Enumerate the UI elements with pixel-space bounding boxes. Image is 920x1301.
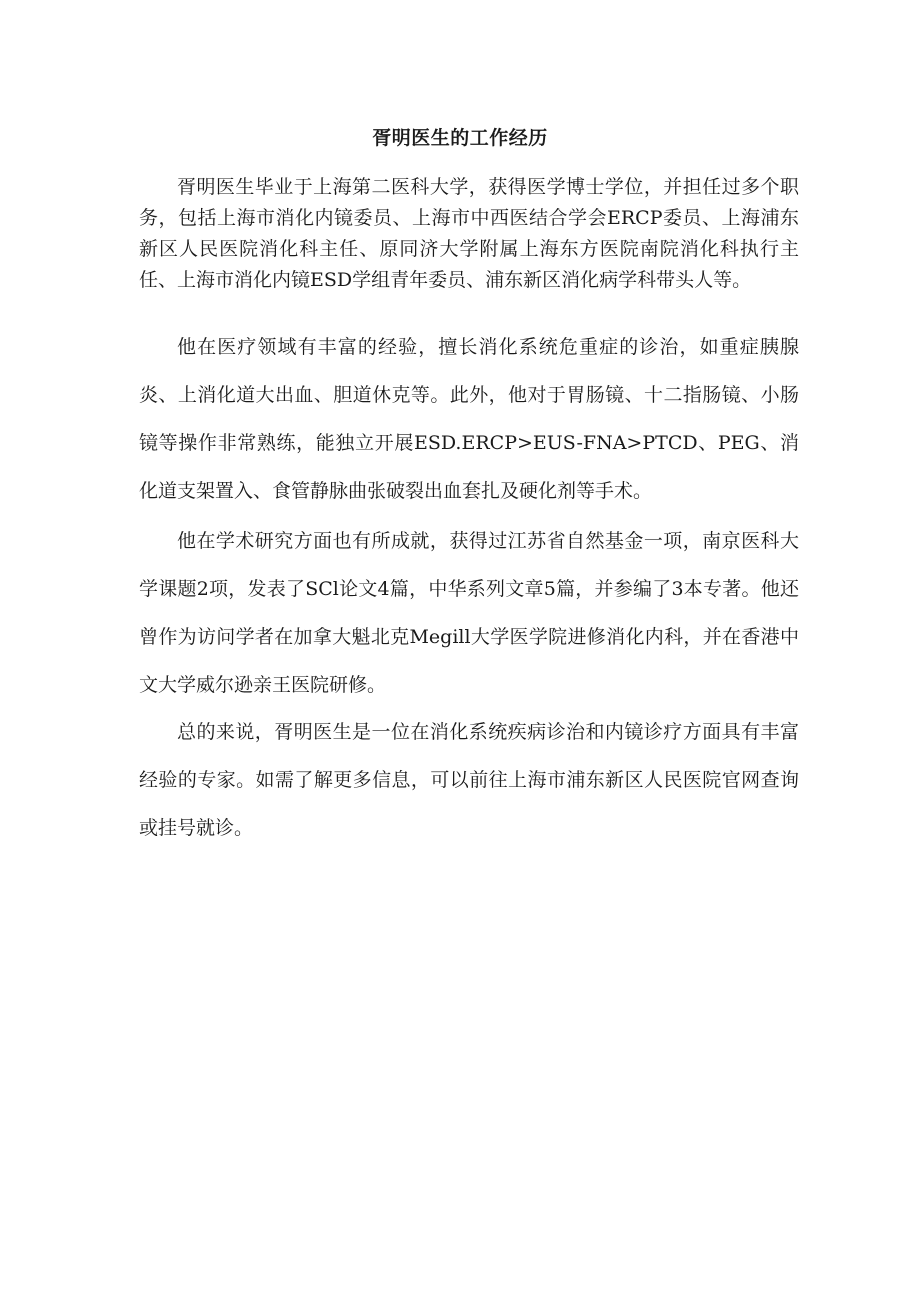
paragraph-clinical-experience: 他在医疗领域有丰富的经验，擅长消化系统危重症的诊治，如重症胰腺炎、上消化道大出血、胆道休克等。此外，他对于胃肠镜、十二指肠镜、小肠镜等操作非常熟练，能独立开展ESD.ERCP>EUS-FNA>PTCD、PEG、消化道支架置入、食管静脉曲张破裂出血套扎及硬化剂等手术。: [139, 336, 799, 502]
paragraph-summary: 总的来说，胥明医生是一位在消化系统疾病诊治和内镜诊疗方面具有丰富经验的专家。如需了解更多信息，可以前往上海市浦东新区人民医院官网查询或挂号就诊。: [139, 721, 799, 839]
paragraph-academic-research: 他在学术研究方面也有所成就，获得过江苏省自然基金一项，南京医科大学课题2项，发表了SCl论文4篇，中华系列文章5篇，并参编了3本专著。他还曾作为访问学者在加拿大魁北克Megill大学医学院进修消化内科，并在香港中文大学威尔逊亲王医院研修。: [139, 530, 799, 696]
paragraph-education-positions: 胥明医生毕业于上海第二医科大学，获得医学博士学位，并担任过多个职务，包括上海市消化内镜委员、上海市中西医结合学会ERCP委员、上海浦东新区人民医院消化科主任、原同济大学附属上海东方医院南院消化科执行主任、上海市消化内镜ESD学组青年委员、浦东新区消化病学科带头人等。: [139, 176, 799, 291]
document-title: 胥明医生的工作经历: [372, 127, 548, 149]
